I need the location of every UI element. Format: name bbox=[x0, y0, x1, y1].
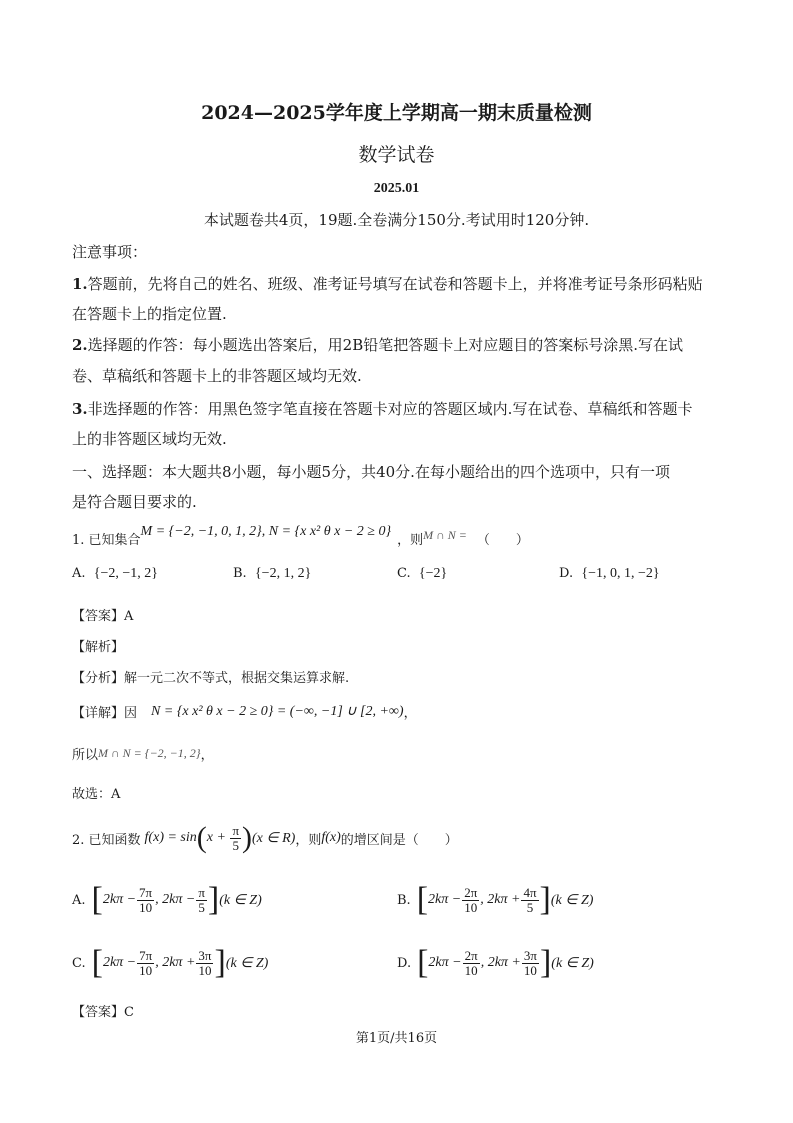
q1-answer-tag: 【答案】 bbox=[72, 609, 125, 624]
notice-item-3-line2: 上的非答题区域均无效. bbox=[72, 430, 227, 448]
q2-option-b-rbracket: ] bbox=[539, 881, 551, 918]
q2-func: f(x) = sin bbox=[144, 830, 197, 845]
q1-answer bbox=[72, 605, 133, 624]
q1-paren: （ ） bbox=[476, 533, 529, 548]
q2-option-a-label: A. bbox=[72, 892, 86, 908]
q1-option-c bbox=[397, 566, 447, 582]
q2-option-a-left-frac: $\frac{7\pi}{10}$ bbox=[139, 884, 153, 915]
q2-option-a-right-frac: $\frac{\pi}{5}$ bbox=[198, 884, 205, 915]
q2-x-plus: x + bbox=[206, 830, 230, 845]
notice-item-3-num: 3. bbox=[72, 400, 88, 418]
q1-analysis-tag: 【解析】 bbox=[72, 640, 125, 655]
q2-option-b-lbracket: [ bbox=[416, 881, 429, 918]
q1-option-a-value: {−2, −1, 2} bbox=[93, 566, 159, 581]
q2-option-a-lbracket: [ bbox=[91, 881, 103, 918]
q2-answer-value: C bbox=[124, 1005, 134, 1020]
q2-option-d-rbracket: ] bbox=[539, 944, 552, 981]
q2-option-a-cond: (k ∈ Z) bbox=[219, 892, 262, 908]
q2-option-c-right-frac: $\frac{3\pi}{10}$ bbox=[198, 947, 212, 978]
q1-detail-expr: N = {x x² θ x − 2 ≥ 0} = (−∞, −1] ∪ [2, +∞) bbox=[151, 704, 404, 719]
q1-fenxi-tag: 【分析】 bbox=[72, 671, 125, 686]
q1-answer-value: A bbox=[124, 609, 134, 624]
q2-option-b bbox=[397, 878, 593, 922]
q2-answer-tag: 【答案】 bbox=[72, 1005, 125, 1020]
q2-option-d-cond: (k ∈ Z) bbox=[551, 955, 594, 971]
q2-option-a-left: 2kπ − bbox=[102, 892, 137, 907]
q1-so-prefix: 所以 bbox=[72, 748, 99, 763]
page-number: 第1页/共16页 bbox=[355, 1031, 438, 1046]
q1-option-b-label: B. bbox=[233, 566, 247, 581]
q2-option-b-right: , 2kπ + bbox=[480, 892, 521, 907]
q1-option-c-label: C. bbox=[397, 566, 411, 581]
q1-detail-tag: 【详解】 bbox=[72, 706, 125, 721]
notice-item-3-text: 非选择题的作答：用黑色签字笔直接在答题卡对应的答题区域内.写在试卷、草稿纸和答题卡 bbox=[87, 400, 693, 418]
q2-lparen: ( bbox=[196, 821, 207, 854]
q2-suffix: 的增区间是（ ） bbox=[340, 832, 458, 848]
q2-option-d-lbracket: [ bbox=[417, 944, 429, 981]
exam-title: 2024—2025学年度上学期高一期末质量检测 bbox=[201, 102, 592, 124]
q1-choose: 故选：A bbox=[72, 787, 121, 802]
q2-option-c bbox=[72, 941, 268, 985]
exam-date: 2025.01 bbox=[373, 181, 420, 196]
q2-option-b-left: 2kπ − bbox=[428, 892, 462, 907]
q2-option-c-right: , 2kπ + bbox=[155, 955, 196, 970]
q1-set-n: , N = {x x² θ x − 2 ≥ 0} bbox=[261, 523, 392, 539]
q1-ask: M ∩ N = bbox=[423, 528, 467, 542]
exam-info: 本试题卷共4页，19题.全卷满分150分.考试用时120分钟. bbox=[203, 211, 590, 229]
section1-line1: 一、选择题：本大题共8小题，每小题5分，共40分.在每小题给出的四个选项中，只有一项 bbox=[72, 463, 670, 481]
exam-subtitle: 数学试卷 bbox=[358, 144, 435, 166]
notice-item-1-text: 答题前，先将自己的姓名、班级、准考证号填写在试卷和答题卡上，并将准考证号条形码粘贴 bbox=[87, 275, 703, 293]
q2-option-d-right-frac: $\frac{3\pi}{10}$ bbox=[523, 947, 537, 978]
q2-option-c-rbracket: ] bbox=[214, 944, 226, 981]
q2-option-d-label: D. bbox=[397, 955, 412, 971]
notice-item-2-line1 bbox=[72, 334, 683, 355]
q1-option-b-value: {−2, 1, 2} bbox=[254, 566, 312, 581]
q1-stem bbox=[72, 523, 529, 548]
q2-option-b-left-frac: $\frac{2\pi}{10}$ bbox=[464, 884, 478, 915]
q1-option-c-value: {−2} bbox=[418, 566, 448, 581]
notice-item-2-text: 选择题的作答：每小题选出答案后，用2B铅笔把答题卡上对应题目的答案标号涂黑.写在试 bbox=[87, 336, 684, 354]
q1-fenxi-text: 解一元二次不等式，根据交集运算求解. bbox=[124, 671, 350, 686]
q2-option-c-cond: (k ∈ Z) bbox=[225, 955, 269, 971]
q2-option-c-left-frac: $\frac{7\pi}{10}$ bbox=[139, 947, 153, 978]
q2-option-a-rbracket: ] bbox=[207, 881, 220, 918]
q2-option-b-label: B. bbox=[397, 892, 411, 908]
q1-fenxi bbox=[72, 667, 349, 686]
q1-so bbox=[72, 744, 214, 763]
q1-detail-end: ， bbox=[403, 706, 417, 721]
q1-option-d-value: {−1, 0, 1, −2} bbox=[581, 566, 660, 581]
q1-option-a-label: A. bbox=[72, 566, 86, 581]
q2-option-d-left-frac: $\frac{2\pi}{10}$ bbox=[464, 947, 478, 978]
notice-item-1-line2: 在答题卡上的指定位置. bbox=[72, 305, 227, 323]
notice-item-1-num: 1. bbox=[72, 275, 88, 293]
section1-line2: 是符合题目要求的. bbox=[72, 493, 197, 511]
q2-stem bbox=[72, 818, 458, 858]
q2-domain: (x ∈ R) bbox=[252, 830, 296, 846]
q2-option-a bbox=[72, 878, 262, 922]
q1-option-d bbox=[559, 566, 660, 582]
notice-item-3-line1 bbox=[72, 398, 692, 419]
notice-item-1-line1 bbox=[72, 273, 703, 294]
q2-option-d-left: 2kπ − bbox=[428, 955, 462, 970]
q1-then: ，则 bbox=[397, 533, 424, 548]
q2-option-c-lbracket: [ bbox=[91, 944, 103, 981]
q2-fx: f(x) bbox=[321, 830, 341, 845]
q2-frac-pi-5: $\frac{\pi}{5}$ bbox=[232, 822, 240, 853]
q1-detail-prefix: 因 bbox=[124, 706, 138, 721]
q2-option-b-cond: (k ∈ Z) bbox=[550, 892, 594, 908]
q2-option-c-left: 2kπ − bbox=[102, 955, 137, 970]
q2-option-d-right: , 2kπ + bbox=[480, 955, 521, 970]
q1-option-b bbox=[233, 566, 311, 582]
q2-mid: ，则 bbox=[295, 832, 322, 848]
q1-option-a bbox=[72, 566, 158, 582]
q1-set-m: M = {−2, −1, 0, 1, 2} bbox=[140, 523, 262, 539]
q2-option-c-label: C. bbox=[72, 955, 86, 971]
q1-so-end: ， bbox=[200, 748, 214, 763]
notice-item-2-num: 2. bbox=[72, 336, 88, 354]
q1-option-d-label: D. bbox=[559, 566, 574, 581]
q1-so-expr: M ∩ N = {−2, −1, 2} bbox=[98, 746, 201, 760]
q2-answer bbox=[72, 1001, 134, 1020]
q1-prefix: 1. 已知集合 bbox=[72, 533, 141, 548]
q2-prefix: 2. 已知函数 bbox=[72, 832, 141, 848]
notice-heading: 注意事项： bbox=[72, 243, 148, 261]
q2-option-b-right-frac: $\frac{4\pi}{5}$ bbox=[523, 884, 537, 915]
q2-option-a-right: , 2kπ − bbox=[155, 892, 196, 907]
notice-item-2-line2: 卷、草稿纸和答题卡上的非答题区域均无效. bbox=[72, 367, 362, 385]
q2-rparen: ) bbox=[242, 821, 253, 854]
q1-detail bbox=[72, 702, 417, 721]
q2-option-d bbox=[397, 941, 594, 985]
